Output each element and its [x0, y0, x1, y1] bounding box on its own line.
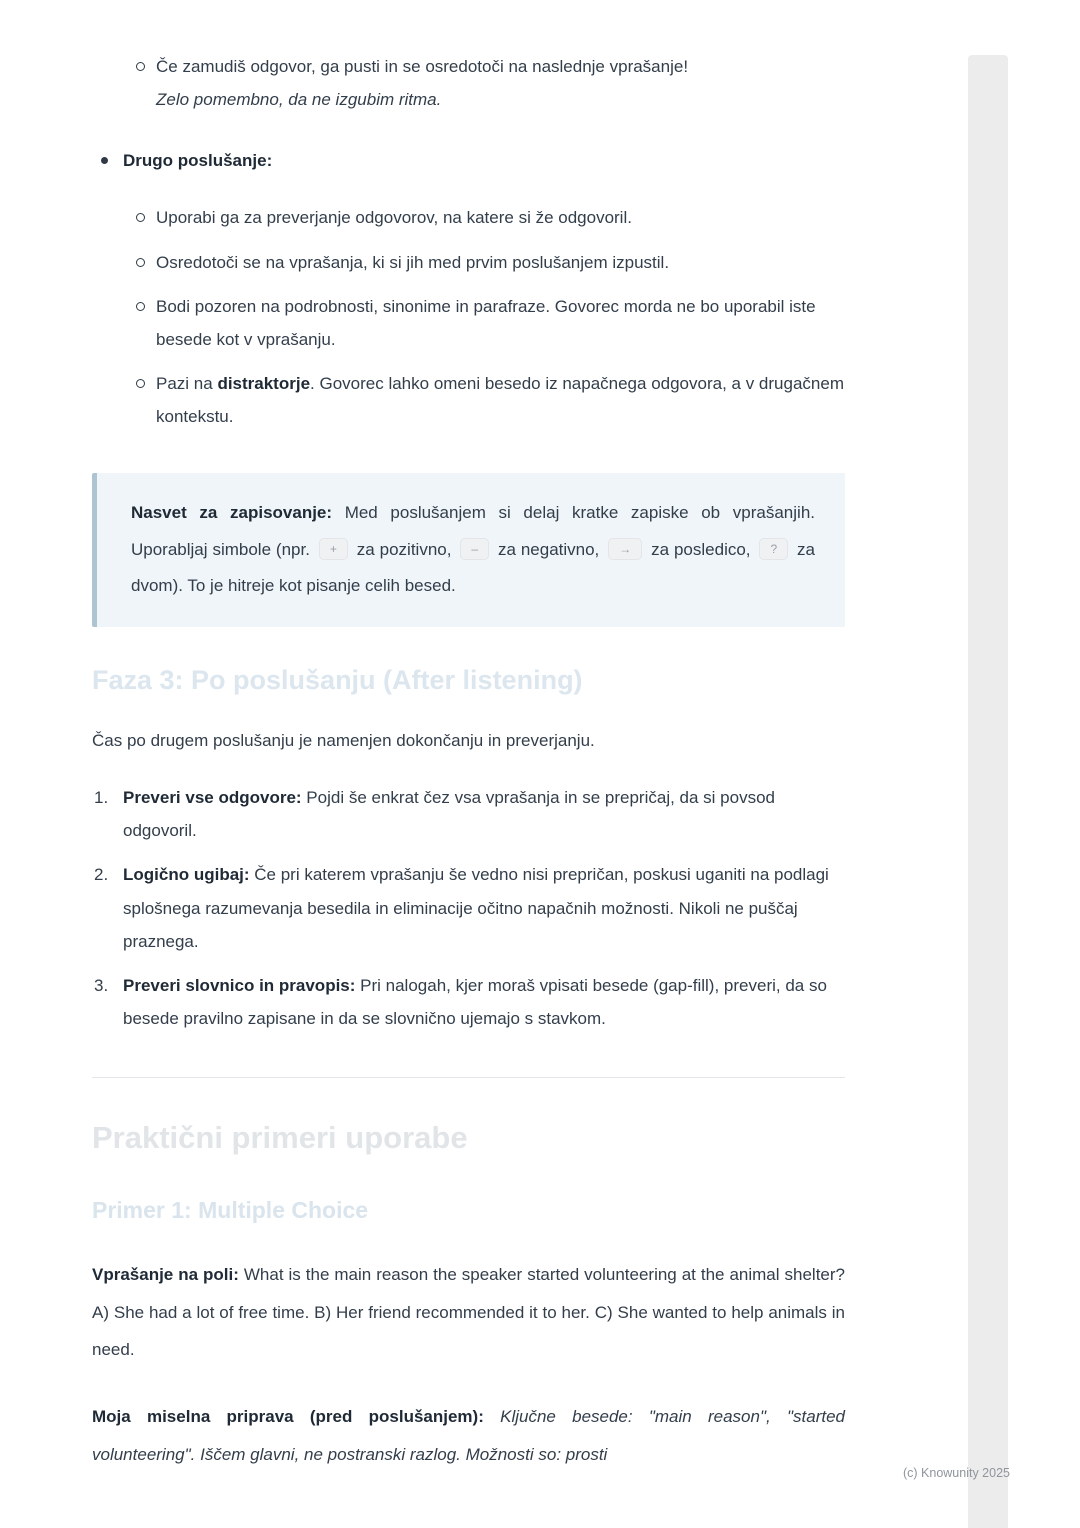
circle-bullet-icon — [136, 302, 145, 311]
list-number: 1. — [94, 788, 109, 808]
plus-symbol-chip: + — [319, 538, 348, 560]
disc-bullet-icon — [101, 157, 108, 164]
circle-bullet-icon — [136, 62, 145, 71]
numbered-list-item — [92, 858, 845, 957]
list-item — [92, 50, 845, 116]
list-item-text-pre: Pazi na — [156, 373, 218, 393]
tip-text: za negativno, — [493, 539, 605, 559]
circle-bullet-icon — [136, 379, 145, 388]
tip-text: za dvom). To je hitreje kot pisanje celih besed. — [131, 539, 815, 596]
list-item — [123, 290, 845, 356]
step-label: Preveri vse odgovore: — [123, 788, 302, 808]
list-item-note: Zelo pomembno, da ne izgubim ritma. — [156, 90, 442, 110]
list-item — [123, 367, 845, 433]
step-text: Pri nalogah, kjer moraš vpisati besede (gap-fill), preveri, da so besede pravilno zapisane in da se slovnično ujemajo s stavkom. — [123, 975, 827, 1028]
bullet-list-level1 — [92, 144, 845, 433]
list-number: 2. — [94, 865, 109, 885]
section-heading-phase3: Faza 3: Po poslušanju (After listening) — [92, 664, 583, 695]
list-item-title: Drugo poslušanje: — [123, 151, 273, 171]
prep-text: Ključne besede: "main reason", "started volunteering". Iščem glavni, ne postranski razlog. Možnosti so: prosti — [92, 1407, 845, 1464]
numbered-list-item — [92, 781, 845, 847]
question-text: What is the main reason the speaker started volunteering at the animal shelter? A) She had a lot of free time. B) Her friend recommended it to her. C) She wanted to help animals in need. — [92, 1265, 845, 1360]
scrollbar[interactable] — [968, 55, 1008, 1528]
numbered-list — [92, 781, 845, 1035]
subsection-heading-example1: Primer 1: Multiple Choice — [92, 1197, 369, 1224]
tip-callout-text — [131, 495, 815, 605]
circle-bullet-icon — [136, 258, 145, 267]
list-item-text: Osredotoči se na vprašanja, ki si jih med prvim poslušanjem izpustil. — [156, 252, 670, 272]
list-item-text: Če zamudiš odgovor, ga pusti in se osredotoči na naslednje vprašanje! — [156, 57, 689, 76]
tip-callout — [92, 473, 845, 627]
step-text: Pojdi še enkrat čez vsa vprašanja in se prepričaj, da si povsod odgovoril. — [123, 788, 775, 841]
arrow-symbol-chip: → — [608, 538, 642, 560]
minus-symbol-chip: – — [460, 538, 489, 560]
list-item-second-listening — [92, 144, 845, 433]
step-label: Logično ugibaj: — [123, 865, 250, 885]
numbered-list-item — [92, 969, 845, 1035]
prep-paragraph — [92, 1398, 845, 1473]
question-paragraph — [92, 1256, 845, 1368]
page-content — [92, 50, 845, 1473]
copyright-text: (c) Knowunity 2025 — [902, 1466, 1010, 1480]
section-heading-practical: Praktični primeri uporabe — [92, 1120, 468, 1156]
list-number: 3. — [94, 975, 109, 995]
list-item-text: Bodi pozoren na podrobnosti, sinonime in parafraze. Govorec morda ne bo uporabil iste besede kot v vprašanju. — [156, 296, 816, 349]
phase3-intro: Čas po drugem poslušanju je namenjen dokončanju in preverjanju. — [92, 731, 595, 750]
tip-text: Med poslušanjem si delaj kratke zapiske ob vprašanjih. Uporabljaj simbole (npr. — [131, 503, 815, 559]
list-item — [123, 201, 845, 234]
list-item-text-post: . Govorec lahko omeni besedo iz napačnega odgovora, a v drugačnem kontekstu. — [156, 373, 844, 427]
circle-bullet-icon — [136, 213, 145, 222]
step-label: Preveri slovnico in pravopis: — [123, 975, 356, 995]
list-item-text-bold: distraktorje — [217, 373, 311, 393]
list-item-text: Uporabi ga za preverjanje odgovorov, na katere si že odgovoril. — [156, 208, 632, 228]
tip-text: za posledico, — [646, 539, 756, 559]
list-item — [123, 246, 845, 279]
prep-label: Moja miselna priprava (pred poslušanjem): — [92, 1407, 484, 1427]
question-label: Vprašanje na poli: — [92, 1265, 239, 1285]
step-text: Če pri katerem vprašanju še vedno nisi prepričan, poskusi uganiti na podlagi splošnega razumevanja besedila in eliminacije očitno napačnih možnosti. Nikoli ne puščaj praznega. — [123, 865, 829, 951]
tip-text: za pozitivno, — [351, 539, 457, 559]
question-symbol-chip: ? — [759, 538, 788, 560]
bullet-list-continued — [92, 50, 845, 116]
section-divider — [92, 1077, 845, 1078]
bullet-sublist — [123, 201, 845, 433]
tip-label: Nasvet za zapisovanje: — [131, 503, 333, 523]
